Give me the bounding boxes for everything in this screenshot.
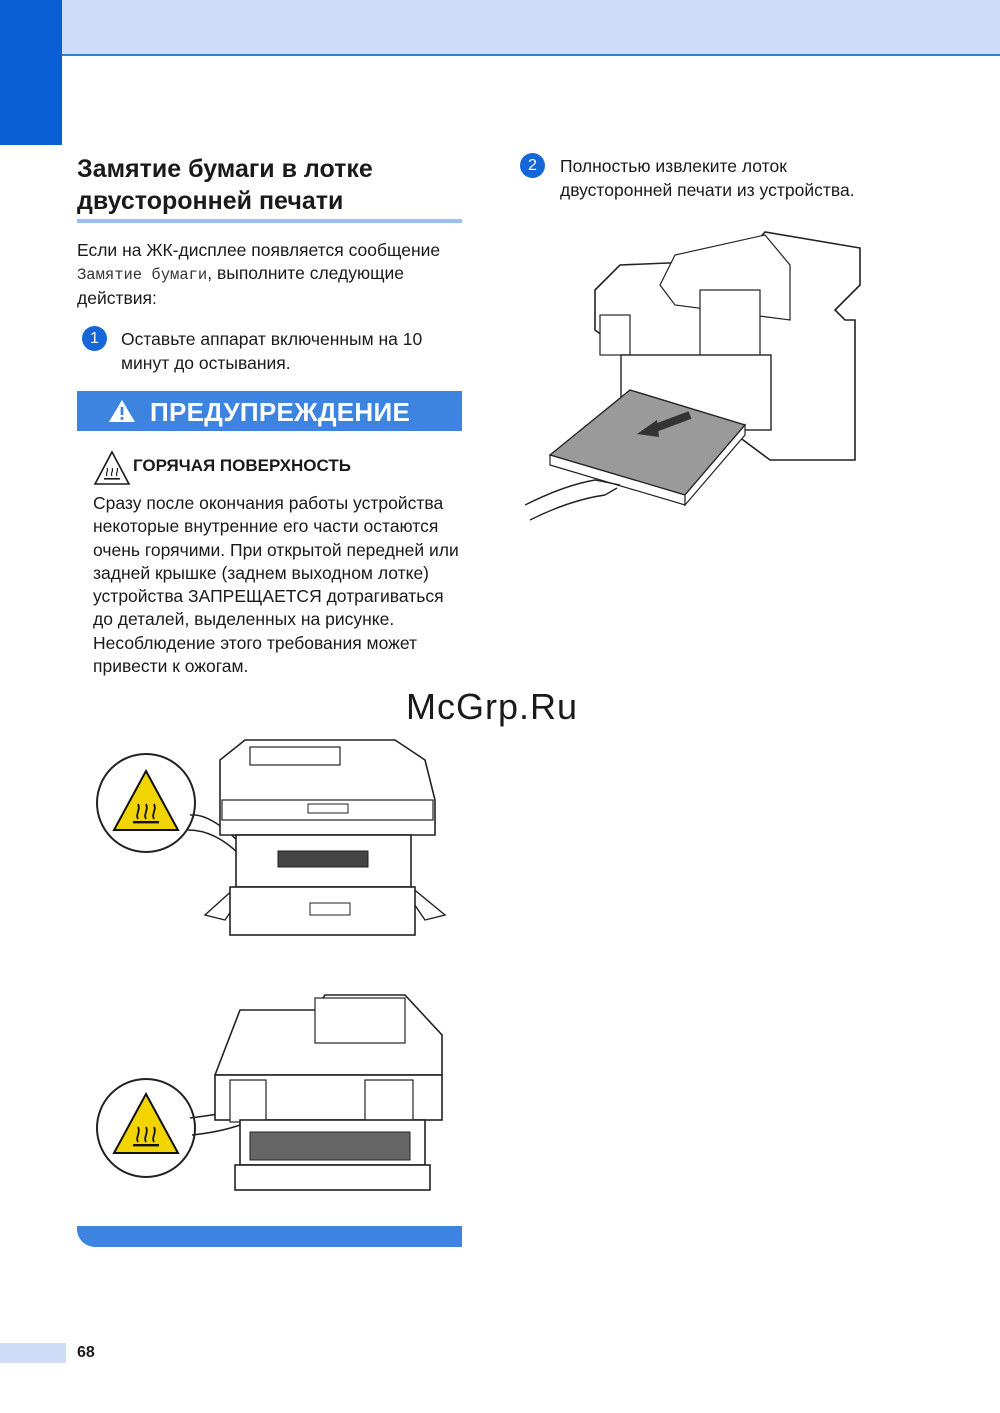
printer-front-figure — [90, 735, 450, 940]
hot-surface-icon — [93, 450, 131, 486]
warning-triangle-icon — [108, 399, 136, 423]
printer-back-figure — [90, 990, 450, 1195]
title-underline — [77, 219, 462, 223]
intro-text-after: , выполните следующие действия: — [77, 263, 405, 308]
header-rule — [62, 54, 1000, 56]
section-title: Замятие бумаги в лотке двусторонней печати — [77, 155, 373, 215]
page-number-tab — [0, 1343, 66, 1363]
warning-text: Сразу после окончания работы устройства некоторые внутренние его части остаются очень горячими. При открытой передней или задней крышке (заднем выходном лотке) устройства ЗАПРЕЩАЕТСЯ дотрагиваться до деталей, выделенных на рисунке. Несоблюдение этого требования может привести к ожогам. — [93, 493, 459, 677]
step-1-text: Оставьте аппарат включенным на 10 минут до остывания. — [121, 329, 423, 373]
duplex-tray-figure — [525, 230, 870, 530]
warning-title: ПРЕДУПРЕЖДЕНИЕ — [150, 397, 411, 427]
lcd-message: Замятие бумаги — [77, 266, 208, 284]
intro-text-before: Если на ЖК-дисплее появляется сообщение — [77, 240, 441, 260]
hot-surface-heading: ГОРЯЧАЯ ПОВЕРХНОСТЬ — [133, 456, 351, 475]
step-1-badge: 1 — [82, 326, 107, 351]
page-number: 68 — [77, 1344, 95, 1361]
header-band — [0, 0, 1000, 56]
intro-paragraph — [77, 239, 467, 310]
watermark: McGrp.Ru — [406, 686, 579, 727]
chapter-tab — [0, 0, 62, 145]
step-2-badge: 2 — [520, 153, 545, 178]
section-end-bar — [77, 1226, 462, 1247]
step-2-text: Полностью извлеките лоток двусторонней печати из устройства. — [560, 156, 855, 200]
